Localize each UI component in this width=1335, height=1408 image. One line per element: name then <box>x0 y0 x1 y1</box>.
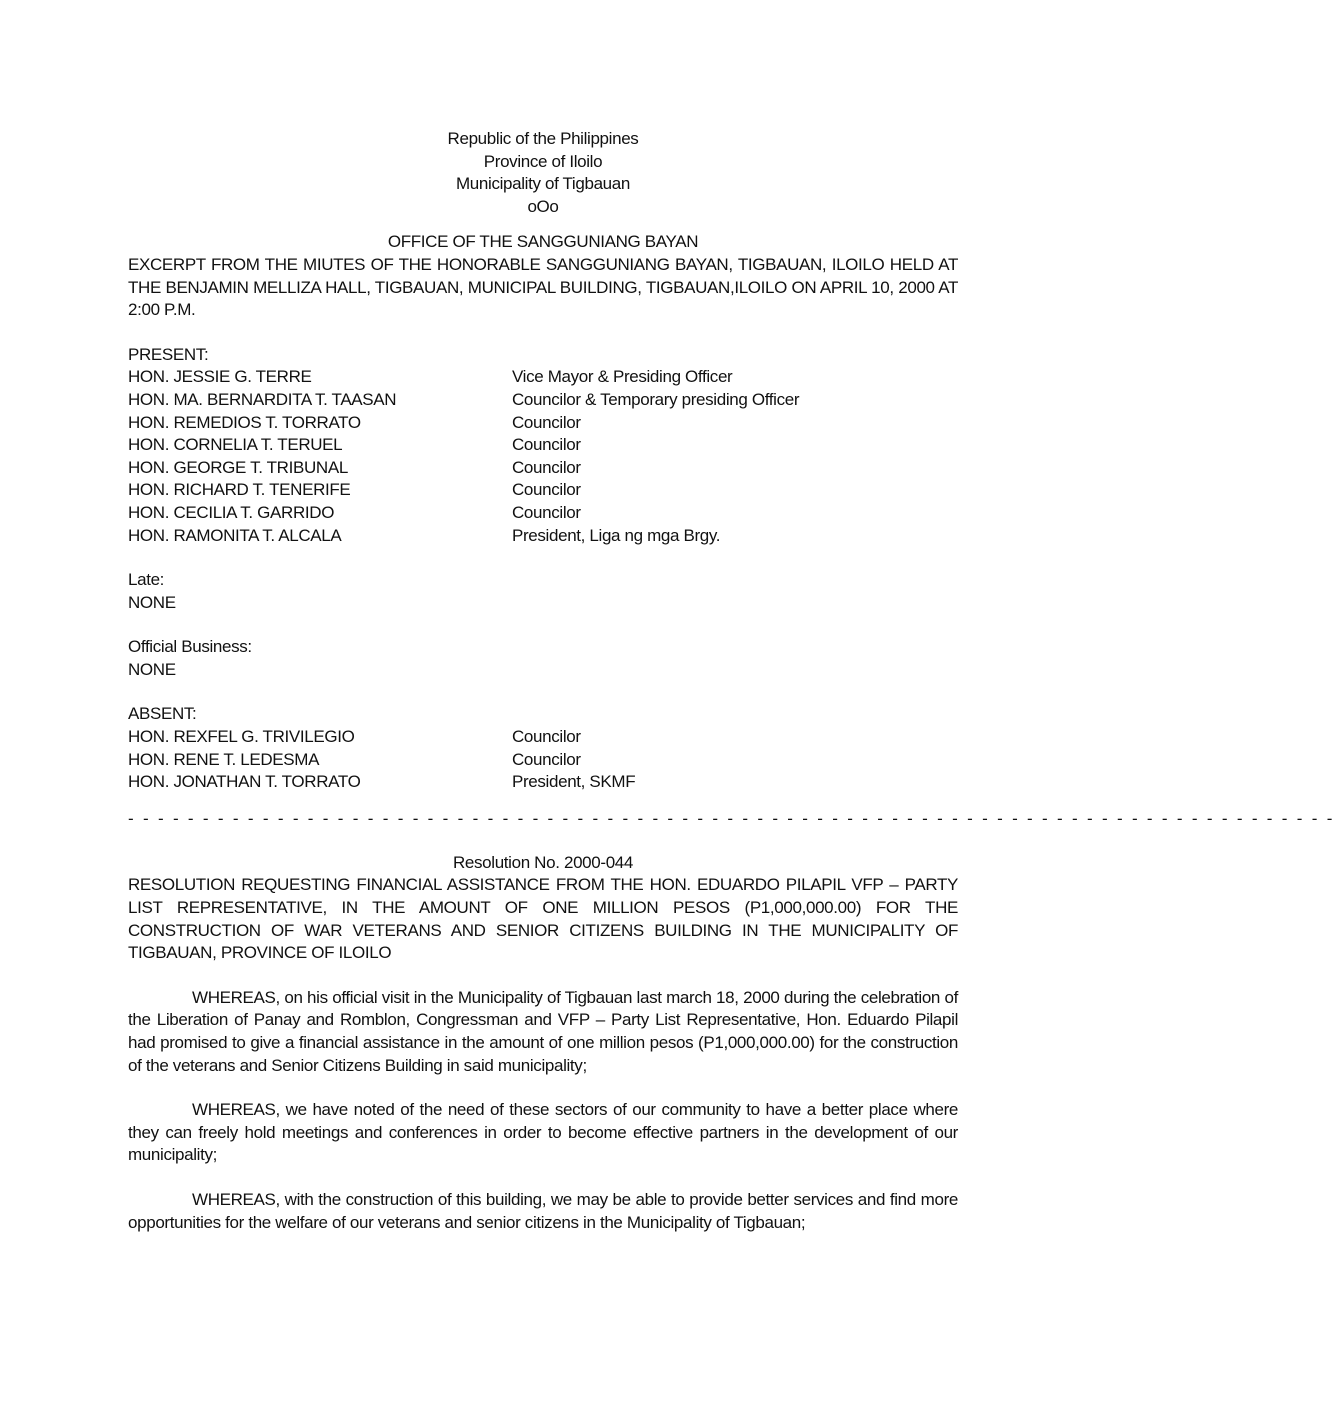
letterhead <box>128 128 958 218</box>
member-row <box>128 726 958 749</box>
member-role: Councilor <box>512 457 581 477</box>
resolution-number: Resolution No. 2000-044 <box>452 852 634 872</box>
member-row <box>128 749 958 772</box>
late-label: Late: <box>128 570 165 590</box>
office-title: OFFICE OF THE SANGGUNIANG BAYAN <box>387 232 699 252</box>
absent-label: ABSENT: <box>128 704 197 724</box>
late-section <box>128 569 958 614</box>
whereas-clause: WHEREAS, we have noted of the need of these sectors of our community to have a better place where they can freely hold meetings and conferences in order to become effective partners in the development of our municipality; <box>128 1100 958 1165</box>
present-label: PRESENT: <box>128 344 209 364</box>
member-name: HON. RENE T. LEDESMA <box>128 749 320 769</box>
member-role: Councilor <box>512 727 581 747</box>
member-row <box>128 457 958 480</box>
member-name: HON. RICHARD T. TENERIFE <box>128 480 351 500</box>
member-role: Councilor <box>512 435 581 455</box>
minutes-excerpt: EXCERPT FROM THE MIUTES OF THE HONORABLE SANGGUNIANG BAYAN, TIGBAUAN, ILOILO HELD AT THE BENJAMIN MELLIZA HALL, TIGBAUAN, MUNICIPAL BUILDING, TIGBAUAN,ILOILO ON APRIL 10, 2000 AT 2:00 P.M. <box>128 254 958 320</box>
header-municipality: Municipality of Tigbauan <box>456 174 630 194</box>
resolution-title: RESOLUTION REQUESTING FINANCIAL ASSISTANCE FROM THE HON. EDUARDO PILAPIL VFP – PARTY LIST REPRESENTATIVE, IN THE AMOUNT OF ONE MILLION PESOS (P1,000,000.00) FOR THE CONSTRUCTION OF WAR VETERANS AND SENIOR CITIZENS BUILDING IN THE MUNICIPALITY OF TIGBAUAN, PROVINCE OF ILOILO <box>128 875 958 963</box>
official-business-label: Official Business: <box>128 637 252 657</box>
document-page <box>128 128 1335 1234</box>
header-republic: Republic of the Philippines <box>447 129 639 148</box>
member-row <box>128 434 958 457</box>
whereas-clause: WHEREAS, on his official visit in the Municipality of Tigbauan last march 18, 2000 during the celebration of the Liberation of Panay and Romblon, Congressman and VFP – Party List Representative, Hon. Eduardo Pilapil had promised to give a financial assistance in the amount of one million pesos (P1,000,000.00) for the construction of the veterans and Senior Citizens Building in said municipality; <box>128 987 958 1075</box>
official-business-section <box>128 636 958 681</box>
header-ornament: oOo <box>527 196 559 216</box>
member-row <box>128 502 958 525</box>
header-province: Province of Iloilo <box>483 151 603 171</box>
late-value: NONE <box>128 592 176 612</box>
member-name: HON. REXFEL G. TRIVILEGIO <box>128 727 355 747</box>
member-role: Vice Mayor & Presiding Officer <box>512 367 733 387</box>
member-row <box>128 412 958 435</box>
absent-section <box>128 703 958 793</box>
member-name: HON. JESSIE G. TERRE <box>128 367 312 387</box>
member-row <box>128 525 958 548</box>
member-name: HON. JONATHAN T. TORRATO <box>128 772 361 792</box>
member-name: HON. CECILIA T. GARRIDO <box>128 502 335 522</box>
member-row <box>128 389 958 412</box>
member-name: HON. MA. BERNARDITA T. TAASAN <box>128 389 397 409</box>
whereas-clause: WHEREAS, with the construction of this building, we may be able to provide better services and find more opportunities for the welfare of our veterans and senior citizens in the Municipality of Tigbauan; <box>128 1189 958 1232</box>
member-name: HON. CORNELIA T. TERUEL <box>128 435 343 455</box>
member-role: President, Liga ng mga Brgy. <box>512 525 721 545</box>
member-role: Councilor <box>512 412 581 432</box>
member-role: President, SKMF <box>512 772 636 792</box>
member-row <box>128 771 958 794</box>
resolution-section <box>128 852 958 1234</box>
official-business-value: NONE <box>128 659 176 679</box>
present-section <box>128 344 958 547</box>
member-name: HON. GEORGE T. TRIBUNAL <box>128 457 348 477</box>
member-name: HON. REMEDIOS T. TORRATO <box>128 412 361 432</box>
member-row <box>128 479 958 502</box>
member-role: Councilor & Temporary presiding Officer <box>512 389 800 409</box>
member-role: Councilor <box>512 502 581 522</box>
member-name: HON. RAMONITA T. ALCALA <box>128 525 342 545</box>
member-row <box>128 366 958 389</box>
dashed-divider: - - - - - - - - - - - - - - - - - - - - - - - - - - - - - - - - - - - - - - - - - - - - - - - - - - - - - - - - - - - - - - - - - - - - - - - - - - - - - - - - - <box>128 808 1335 828</box>
member-role: Councilor <box>512 749 581 769</box>
member-role: Councilor <box>512 480 581 500</box>
